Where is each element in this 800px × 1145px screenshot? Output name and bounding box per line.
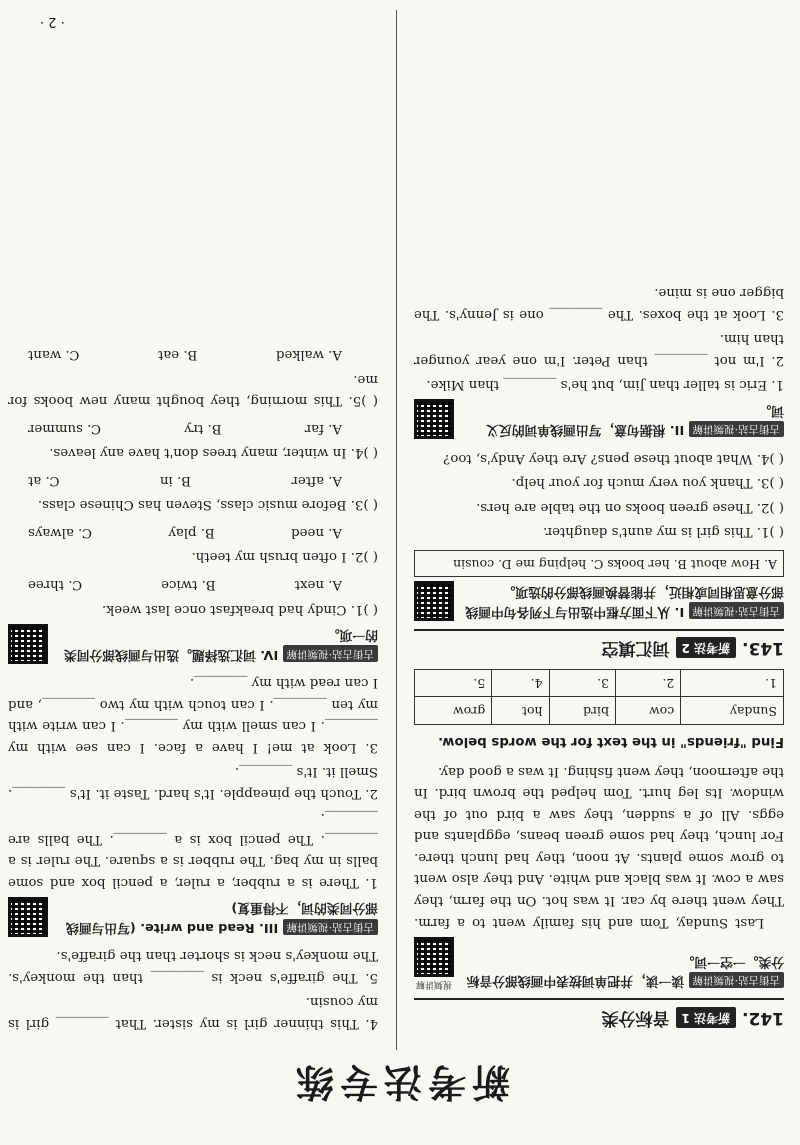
head-cell: Sunday [681,697,784,724]
option[interactable]: C. at [28,472,60,488]
question-item[interactable]: 1. There is a rubber, a ruler, a pencil box and some balls in my bag. The rubber is a square. The ruler is a ________. The pencil box is a ________. The balls are ________. [8,810,378,890]
qr-icon [414,581,454,621]
words-label: Find "friends" in the text for the words below. [438,734,784,750]
qr-icon [8,897,48,937]
option[interactable]: C. summer [28,420,101,436]
head-cell: cow [616,697,681,724]
question-item[interactable]: 2. Touch the pineapple. It's hard. Taste it. It's ________. Smell it. It's ________. [8,764,378,801]
option[interactable]: C. three [28,577,83,593]
instruction-142 [414,937,784,991]
answer-cell[interactable]: 2. [616,670,681,697]
qr-icon [414,399,454,439]
answer-cell[interactable]: 4. [492,670,549,697]
options-box: A. How about B. her books C. helping me D. cousin [414,550,784,576]
instruction-text: IV. 词汇选择题。选出与画线部分同类的一项。 [63,626,378,662]
table-row [415,670,784,697]
video-badge: 古街古站·视频讲解 [689,421,784,437]
right-column [8,338,378,1037]
mc-question[interactable]: ( )5. This morning, they bought many new books for me. [8,371,378,409]
option[interactable]: A. need [291,524,342,540]
question-item[interactable]: 2. I'm not ________ than Peter. I'm one year younger than him. [414,331,784,368]
section-tag: 新考法 1 [676,1007,737,1028]
head-cell: bird [549,697,616,724]
reading-passage: Last Sunday, Tom and his family went to a farm. They went there by car. It was hot. On the farm, they saw a cow. It was black and white. And they also went to grow some plants. At noon, they had lunch there. For lunch, they had some green beans, eggplants and eggs. All of a sudden, they saw a bird out of the window. Its leg hurt. Tom helped the brown bird. In the afternoon, they went fishing. It was a good day. [414,763,784,930]
section-143-header [414,629,784,662]
question-item[interactable]: 3. Look at the boxes. The ________ one is Jenny's. The bigger one is mine. [414,285,784,322]
mc-question[interactable]: ( )3. Before music class, Steven has Chinese class. [37,497,378,513]
question-item[interactable]: 5. The giraffe's neck is ________ than the monkey's. The monkey's neck is shorter than the giraffe's. [8,948,378,985]
column-divider [396,10,397,1050]
instruction-iv [8,624,378,664]
option[interactable]: C. want [28,347,80,363]
head-cell: hot [492,697,549,724]
instruction-text: I. 从下面方框中选出与下列各句中画线部分意思相同或相近，并能替换画线部分的选项。 [465,583,784,619]
instruction-text: II. 根据句意，写出画线单词的反义词。 [486,402,784,438]
option[interactable]: B. try [184,420,222,436]
option[interactable]: B. play [168,524,215,540]
option[interactable]: A. far [304,420,342,436]
section-title: 词汇填空 [601,638,670,659]
answer-cell[interactable]: 5. [415,670,492,697]
page-number: · 2 · [40,14,65,29]
mc-question[interactable]: ( )4. In winter, many trees don't have any leaves. [49,445,378,461]
section-number: 143. [742,638,784,659]
qr-icon [8,624,48,664]
qr-code[interactable] [8,624,48,664]
video-badge: 古街古站·视频讲解 [689,972,784,988]
option[interactable]: B. twice [161,577,216,593]
section-number: 142. [742,1008,784,1028]
instruction-text: III. Read and write. (写出与画线部分同类的词，不得重复) [65,900,378,935]
option[interactable]: B. eat [157,347,198,363]
mc-question[interactable]: ( )1. Cindy had breakfast once last week. [101,601,378,617]
section-142-header [414,998,784,1031]
mc-options [8,344,378,366]
instruction-text: 读一读，并把单词按表中画线部分音标分类。一空一词。 [466,953,784,989]
video-badge: 古街古站·视频讲解 [283,645,378,661]
mc-options [8,469,378,491]
option[interactable]: B. in [159,472,191,488]
qr-code[interactable] [414,581,454,621]
left-column [414,279,784,1037]
option[interactable]: A. after [291,472,342,488]
table-row [415,697,784,724]
question-item[interactable]: ( )2. These green books on the table are hers. [476,499,784,515]
mc-options [8,417,378,439]
head-cell: grow [415,697,492,724]
mc-question[interactable]: ( )2. I often brush my teeth. [191,549,378,565]
option[interactable]: A. walked [275,347,342,363]
question-item[interactable]: ( )3. Thank you very much for your help. [511,475,784,491]
video-badge: 古街古站·视频讲解 [283,919,378,935]
instruction-iii [8,897,378,937]
question-item[interactable]: 3. Look at me! I have a face. I can see with my ________. I can smell with my ________. I can write with my ten ________. I can touch with my two ________, and I can read with my ________. [8,675,378,755]
question-item[interactable]: 1. Eric is taller than Jim, but he's ________ than Mike. [426,377,784,393]
phonics-table [414,669,784,725]
mc-options [8,521,378,543]
question-item[interactable]: 4. This thinner girl is my sister. That ________ girl is my cousin. [8,994,378,1031]
question-item[interactable]: ( )1. This girl is my aunt's daughter. [542,524,784,540]
section-title: 音标分类 [601,1008,670,1028]
option[interactable]: C. always [28,524,92,540]
video-badge: 古街古站·视频讲解 [689,602,784,618]
mc-options [8,574,378,596]
section-tag: 新考法 2 [676,637,737,658]
page-title: 新考法专练 [290,1060,511,1104]
answer-cell[interactable]: 3. [549,670,616,697]
qr-code[interactable] [414,399,454,439]
qr-icon [414,937,454,977]
qr-label: 视频讲解 [416,979,453,990]
question-item[interactable]: ( )4. What about these pens? Are they Andy's, too? [443,450,784,466]
instruction-i [414,581,784,621]
qr-code[interactable] [8,897,48,937]
option[interactable]: A. next [294,577,342,593]
answer-cell[interactable]: 1. [681,670,784,697]
instruction-ii [414,399,784,439]
qr-code[interactable] [414,937,454,991]
